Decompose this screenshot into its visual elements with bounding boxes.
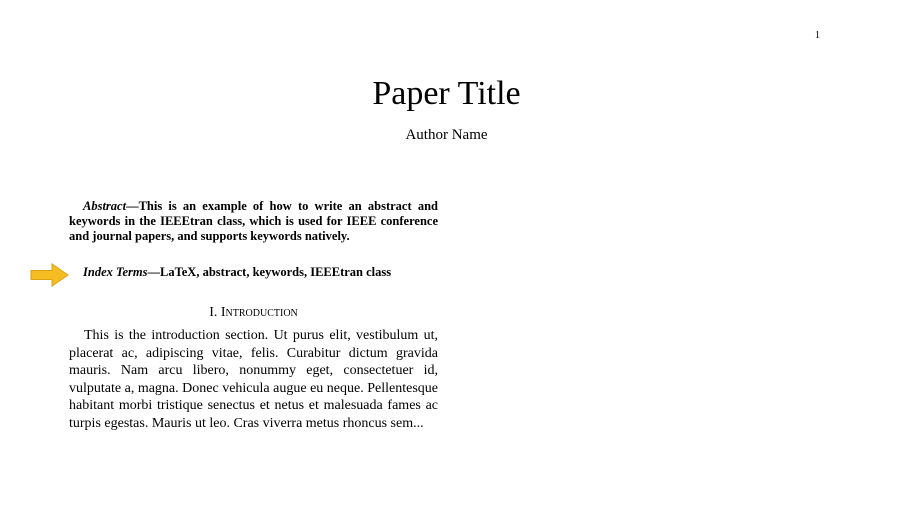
abstract-text: This is an example of how to write an abstract and keywords in the IEEEtran class, which is used for IEEE conference and journal papers, and supports keywords natively.	[69, 199, 438, 243]
abstract	[69, 199, 438, 244]
index-terms-text: LaTeX, abstract, keywords, IEEEtran class	[159, 265, 392, 279]
index-terms-dash: —	[147, 265, 160, 279]
page-number: 1	[815, 30, 820, 41]
abstract-dash: —	[126, 199, 139, 213]
introduction-paragraph: This is the introduction section. Ut purus elit, vestibulum ut, placerat ac, adipiscing vitae, felis. Curabitur dictum gravida mauris. Nam arcu libero, nonummy eget, consectetuer id, vulputate a, magna. Donec vehicula augue eu neque. Pellentesque habitant morbi tristique senectus et netus et malesuada fames ac turpis egestas. Mauris ut leo. Cras viverra metus rhoncus sem...	[69, 328, 438, 431]
abstract-label: Abstract	[83, 199, 127, 213]
paper-title: Paper Title	[372, 75, 521, 112]
section-numeral: I.	[209, 305, 218, 320]
author-name: Author Name	[405, 127, 488, 143]
index-terms	[69, 265, 438, 280]
arrow-right-icon	[30, 262, 70, 288]
section-title: Introduction	[220, 305, 298, 320]
index-terms-label: Index Terms	[83, 265, 148, 279]
section-heading	[69, 304, 438, 322]
